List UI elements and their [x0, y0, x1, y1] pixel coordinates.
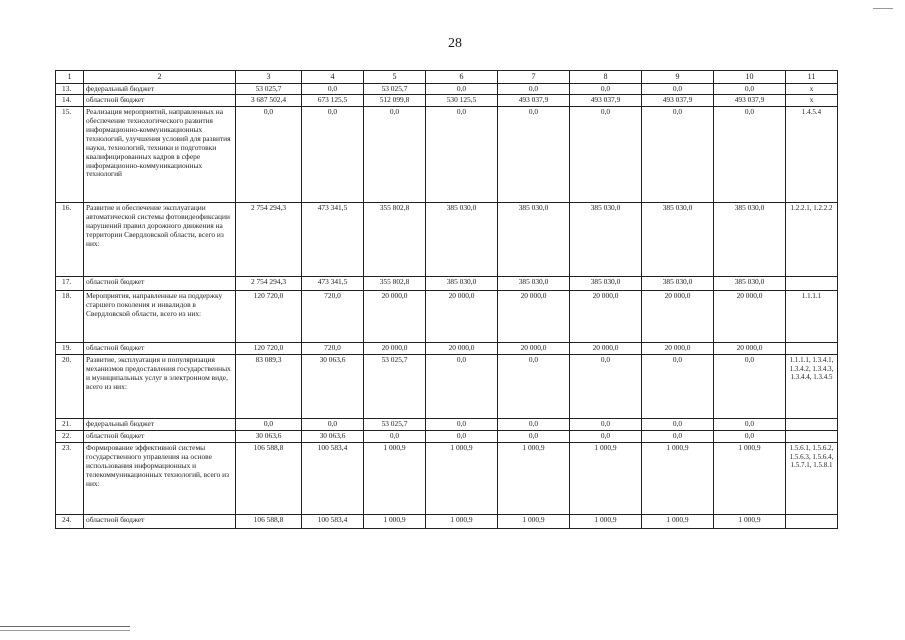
amount-cell: 0,0 — [426, 419, 498, 431]
row-name: областной бюджет — [84, 515, 236, 529]
amount-cell: 385 030,0 — [498, 203, 570, 277]
amount-cell: 1 000,9 — [714, 443, 786, 515]
amount-cell: 0,0 — [426, 83, 498, 95]
row-number: 24. — [56, 515, 84, 529]
amount-cell: 0,0 — [498, 419, 570, 431]
target-code: х — [786, 83, 838, 95]
amount-cell: 0,0 — [426, 107, 498, 203]
amount-cell: 20 000,0 — [426, 291, 498, 343]
row-number: 17. — [56, 277, 84, 291]
amount-cell: 1 000,9 — [426, 443, 498, 515]
amount-cell: 0,0 — [570, 83, 642, 95]
amount-cell: 720,0 — [302, 343, 364, 355]
amount-cell: 106 588,8 — [236, 443, 302, 515]
amount-cell: 1 000,9 — [714, 515, 786, 529]
amount-cell: 1 000,9 — [570, 515, 642, 529]
amount-cell: 30 063,6 — [236, 431, 302, 443]
table-row — [56, 515, 838, 529]
target-code — [786, 343, 838, 355]
amount-cell: 1 000,9 — [570, 443, 642, 515]
amount-cell: 1 000,9 — [364, 443, 426, 515]
amount-cell: 720,0 — [302, 291, 364, 343]
target-code — [786, 277, 838, 291]
row-name: областной бюджет — [84, 343, 236, 355]
amount-cell: 512 099,8 — [364, 95, 426, 107]
column-header: 4 — [302, 71, 364, 84]
amount-cell: 30 063,6 — [302, 355, 364, 419]
amount-cell: 0,0 — [714, 431, 786, 443]
row-name: Развитие, эксплуатация и популяризация механизмов предоставления государственных и муниципальных услуг в электронном виде, всего из них: — [84, 355, 236, 419]
amount-cell: 20 000,0 — [426, 343, 498, 355]
amount-cell: 2 754 294,3 — [236, 203, 302, 277]
amount-cell: 120 720,0 — [236, 343, 302, 355]
column-header: 1 — [56, 71, 84, 84]
amount-cell: 0,0 — [426, 431, 498, 443]
amount-cell: 0,0 — [236, 107, 302, 203]
amount-cell: 385 030,0 — [426, 277, 498, 291]
amount-cell: 20 000,0 — [498, 343, 570, 355]
amount-cell: 0,0 — [302, 83, 364, 95]
amount-cell: 0,0 — [498, 355, 570, 419]
amount-cell: 0,0 — [642, 83, 714, 95]
table-row — [56, 277, 838, 291]
amount-cell: 0,0 — [642, 355, 714, 419]
amount-cell: 2 754 294,3 — [236, 277, 302, 291]
amount-cell: 53 025,7 — [364, 419, 426, 431]
amount-cell: 20 000,0 — [570, 343, 642, 355]
amount-cell: 0,0 — [714, 355, 786, 419]
amount-cell: 385 030,0 — [570, 277, 642, 291]
amount-cell: 0,0 — [570, 419, 642, 431]
amount-cell: 0,0 — [302, 419, 364, 431]
column-header: 6 — [426, 71, 498, 84]
amount-cell: 0,0 — [364, 431, 426, 443]
amount-cell: 53 025,7 — [236, 83, 302, 95]
table-row — [56, 343, 838, 355]
amount-cell: 493 037,9 — [642, 95, 714, 107]
amount-cell: 1 000,9 — [426, 515, 498, 529]
table-body — [56, 83, 838, 529]
table-row — [56, 443, 838, 515]
budget-table — [55, 70, 838, 529]
amount-cell: 0,0 — [714, 419, 786, 431]
row-name: Мероприятия, направленные на поддержку старшего поколения и инвалидов в Свердловской области, всего из них: — [84, 291, 236, 343]
column-header: 10 — [714, 71, 786, 84]
amount-cell: 120 720,0 — [236, 291, 302, 343]
row-name: федеральный бюджет — [84, 419, 236, 431]
amount-cell: 0,0 — [498, 431, 570, 443]
target-code: 1.2.2.1, 1.2.2.2 — [786, 203, 838, 277]
row-name: федеральный бюджет — [84, 83, 236, 95]
row-number: 20. — [56, 355, 84, 419]
amount-cell: 20 000,0 — [570, 291, 642, 343]
amount-cell: 0,0 — [714, 107, 786, 203]
row-number: 23. — [56, 443, 84, 515]
amount-cell: 385 030,0 — [498, 277, 570, 291]
amount-cell: 0,0 — [714, 83, 786, 95]
amount-cell: 0,0 — [302, 107, 364, 203]
amount-cell: 100 583,4 — [302, 515, 364, 529]
amount-cell: 0,0 — [642, 419, 714, 431]
row-name: Реализация мероприятий, направленных на обеспечение технологического развития информационно-коммуникационных технологий, улучшения условий для развития науки, технологий, техники и подготовки квалифицированных кадров в сфере информационно-коммуникационных технологий — [84, 107, 236, 203]
table-row — [56, 419, 838, 431]
row-number: 22. — [56, 431, 84, 443]
scan-corner-mark — [873, 8, 893, 9]
amount-cell: 355 802,8 — [364, 203, 426, 277]
amount-cell: 1 000,9 — [642, 443, 714, 515]
table-row — [56, 83, 838, 95]
amount-cell: 673 125,5 — [302, 95, 364, 107]
amount-cell: 53 025,7 — [364, 83, 426, 95]
target-code — [786, 431, 838, 443]
table-header-row — [56, 71, 838, 84]
amount-cell: 20 000,0 — [364, 343, 426, 355]
amount-cell: 385 030,0 — [426, 203, 498, 277]
amount-cell: 0,0 — [498, 107, 570, 203]
amount-cell: 83 089,3 — [236, 355, 302, 419]
page-number: 28 — [448, 36, 462, 51]
amount-cell: 0,0 — [364, 107, 426, 203]
target-code: 1.1.1.1, 1.3.4.1, 1.3.4.2, 1.3.4.3, 1.3.4.4, 1.3.4.5 — [786, 355, 838, 419]
amount-cell: 0,0 — [426, 355, 498, 419]
amount-cell: 1 000,9 — [498, 515, 570, 529]
amount-cell: 385 030,0 — [714, 203, 786, 277]
column-header: 8 — [570, 71, 642, 84]
table-row — [56, 95, 838, 107]
column-header: 9 — [642, 71, 714, 84]
amount-cell: 385 030,0 — [570, 203, 642, 277]
row-number: 16. — [56, 203, 84, 277]
row-name: Формирование эффективной системы государственного управления на основе использования информационных и телекоммуникационных технологий, всего из них: — [84, 443, 236, 515]
amount-cell: 1 000,9 — [498, 443, 570, 515]
amount-cell: 20 000,0 — [714, 291, 786, 343]
amount-cell: 385 030,0 — [642, 203, 714, 277]
amount-cell: 493 037,9 — [570, 95, 642, 107]
amount-cell: 20 000,0 — [498, 291, 570, 343]
amount-cell: 53 025,7 — [364, 355, 426, 419]
row-number: 13. — [56, 83, 84, 95]
amount-cell: 0,0 — [236, 419, 302, 431]
amount-cell: 0,0 — [570, 107, 642, 203]
amount-cell: 0,0 — [642, 431, 714, 443]
amount-cell: 20 000,0 — [364, 291, 426, 343]
amount-cell: 106 588,8 — [236, 515, 302, 529]
amount-cell: 0,0 — [570, 355, 642, 419]
row-number: 14. — [56, 95, 84, 107]
target-code: х — [786, 95, 838, 107]
column-header: 7 — [498, 71, 570, 84]
amount-cell: 30 063,6 — [302, 431, 364, 443]
table-row — [56, 291, 838, 343]
amount-cell: 473 341,5 — [302, 203, 364, 277]
amount-cell: 530 125,5 — [426, 95, 498, 107]
amount-cell: 100 583,4 — [302, 443, 364, 515]
column-header: 2 — [84, 71, 236, 84]
row-number: 18. — [56, 291, 84, 343]
amount-cell: 20 000,0 — [642, 343, 714, 355]
amount-cell: 0,0 — [498, 83, 570, 95]
amount-cell: 20 000,0 — [714, 343, 786, 355]
column-header: 3 — [236, 71, 302, 84]
amount-cell: 1 000,9 — [642, 515, 714, 529]
table-row — [56, 107, 838, 203]
table-row — [56, 203, 838, 277]
row-number: 21. — [56, 419, 84, 431]
column-header: 11 — [786, 71, 838, 84]
target-code: 1.5.6.1, 1.5.6.2, 1.5.6.3, 1.5.6.4, 1.5.7.1, 1.5.8.1 — [786, 443, 838, 515]
column-header: 5 — [364, 71, 426, 84]
amount-cell: 20 000,0 — [642, 291, 714, 343]
amount-cell: 493 037,9 — [714, 95, 786, 107]
target-code: 1.4.5.4 — [786, 107, 838, 203]
target-code — [786, 419, 838, 431]
scan-footer-mark — [0, 626, 130, 631]
amount-cell: 493 037,9 — [498, 95, 570, 107]
table-row — [56, 355, 838, 419]
amount-cell: 1 000,9 — [364, 515, 426, 529]
row-number: 19. — [56, 343, 84, 355]
amount-cell: 355 802,8 — [364, 277, 426, 291]
row-name: областной бюджет — [84, 95, 236, 107]
amount-cell: 0,0 — [642, 107, 714, 203]
amount-cell: 3 687 502,4 — [236, 95, 302, 107]
row-number: 15. — [56, 107, 84, 203]
amount-cell: 0,0 — [570, 431, 642, 443]
table-row — [56, 431, 838, 443]
row-name: областной бюджет — [84, 277, 236, 291]
row-name: областной бюджет — [84, 431, 236, 443]
target-code: 1.1.1.1 — [786, 291, 838, 343]
amount-cell: 473 341,5 — [302, 277, 364, 291]
amount-cell: 385 030,0 — [642, 277, 714, 291]
amount-cell: 385 030,0 — [714, 277, 786, 291]
row-name: Развитие и обеспечение эксплуатации автоматической системы фотовидеофиксации нарушений правил дорожного движения на территории Свердловской области, всего из них: — [84, 203, 236, 277]
target-code — [786, 515, 838, 529]
